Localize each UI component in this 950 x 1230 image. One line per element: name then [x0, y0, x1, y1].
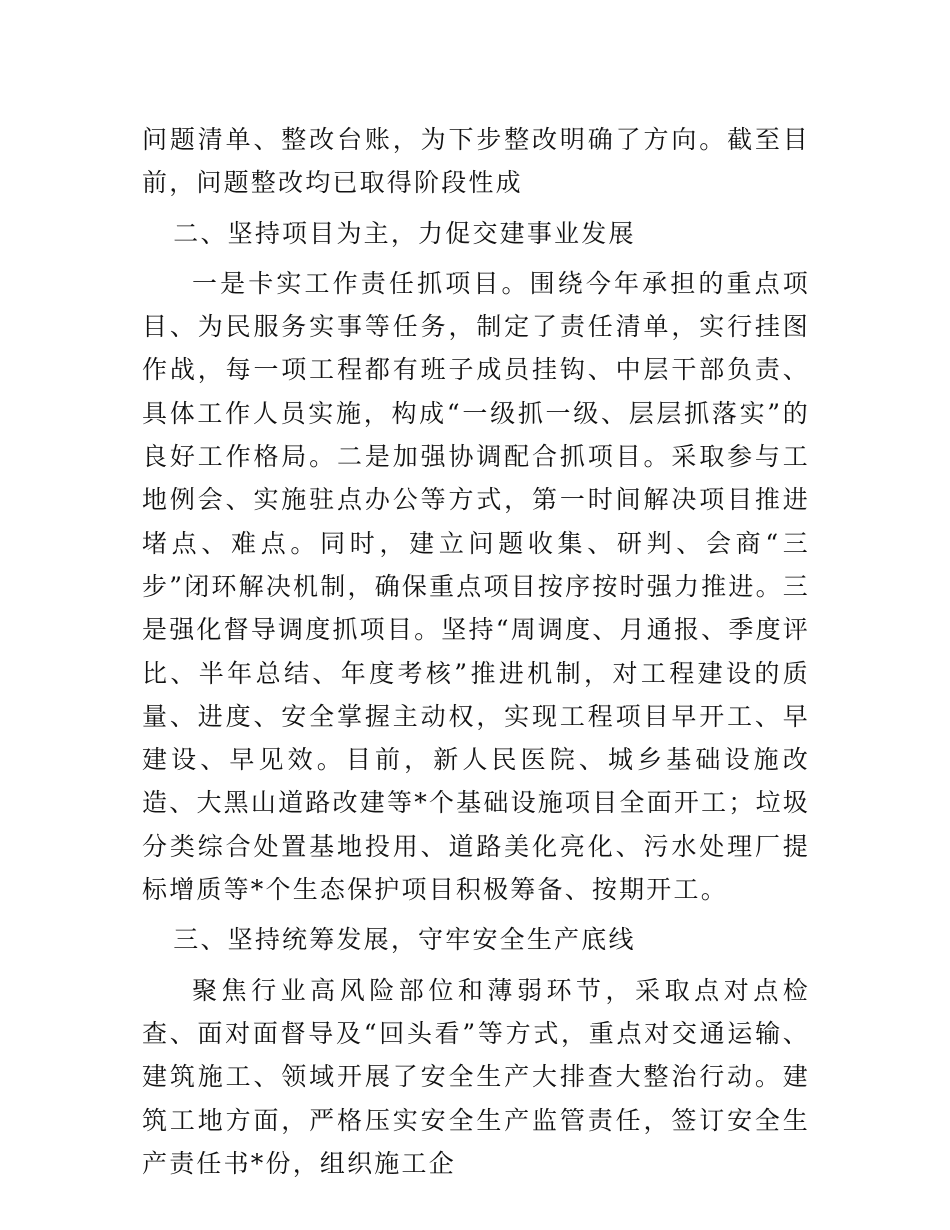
document-body	[142, 118, 810, 1185]
paragraph-safety: 聚焦行业高风险部位和薄弱环节，采取点对点检查、面对面督导及“回头看”等方式，重点对交通运输、建筑施工、领域开展了安全生产大排查大整治行动。建筑工地方面，严格压实安全生产监管责任，签订安全生产责任书*份，组织施工企	[142, 975, 810, 1178]
section-heading-2: 二、坚持项目为主，力促交建事业发展	[173, 218, 636, 248]
paragraph-projects: 一是卡实工作责任抓项目。围绕今年承担的重点项目、为民服务实事等任务，制定了责任清单，实行挂图作战，每一项工程都有班子成员挂钩、中层干部负责、具体工作人员实施，构成“一级抓一级、层层抓落实”的良好工作格局。二是加强协调配合抓项目。采取参与工地例会、实施驻点办公等方式，第一时间解决项目推进堵点、难点。同时，建立问题收集、研判、会商“三步”闭环解决机制，确保重点项目按序按时强力推进。三是强化督导调度抓项目。坚持“周调度、月通报、季度评比、半年总结、年度考核”推进机制，对工程建设的质量、进度、安全掌握主动权，实现工程项目早开工、早建设、早见效。目前，新人民医院、城乡基础设施改造、大黑山道路改建等*个基础设施项目全面开工；垃圾分类综合处置基地投用、道路美化亮化、污水处理厂提标增质等*个生态保护项目积极筹备、按期开工。	[142, 268, 810, 905]
paragraph-continuation: 问题清单、整改台账，为下步整改明确了方向。截至目前，问题整改均已取得阶段性成	[142, 125, 810, 198]
section-heading-3: 三、坚持统筹发展，守牢安全生产底线	[173, 925, 636, 955]
